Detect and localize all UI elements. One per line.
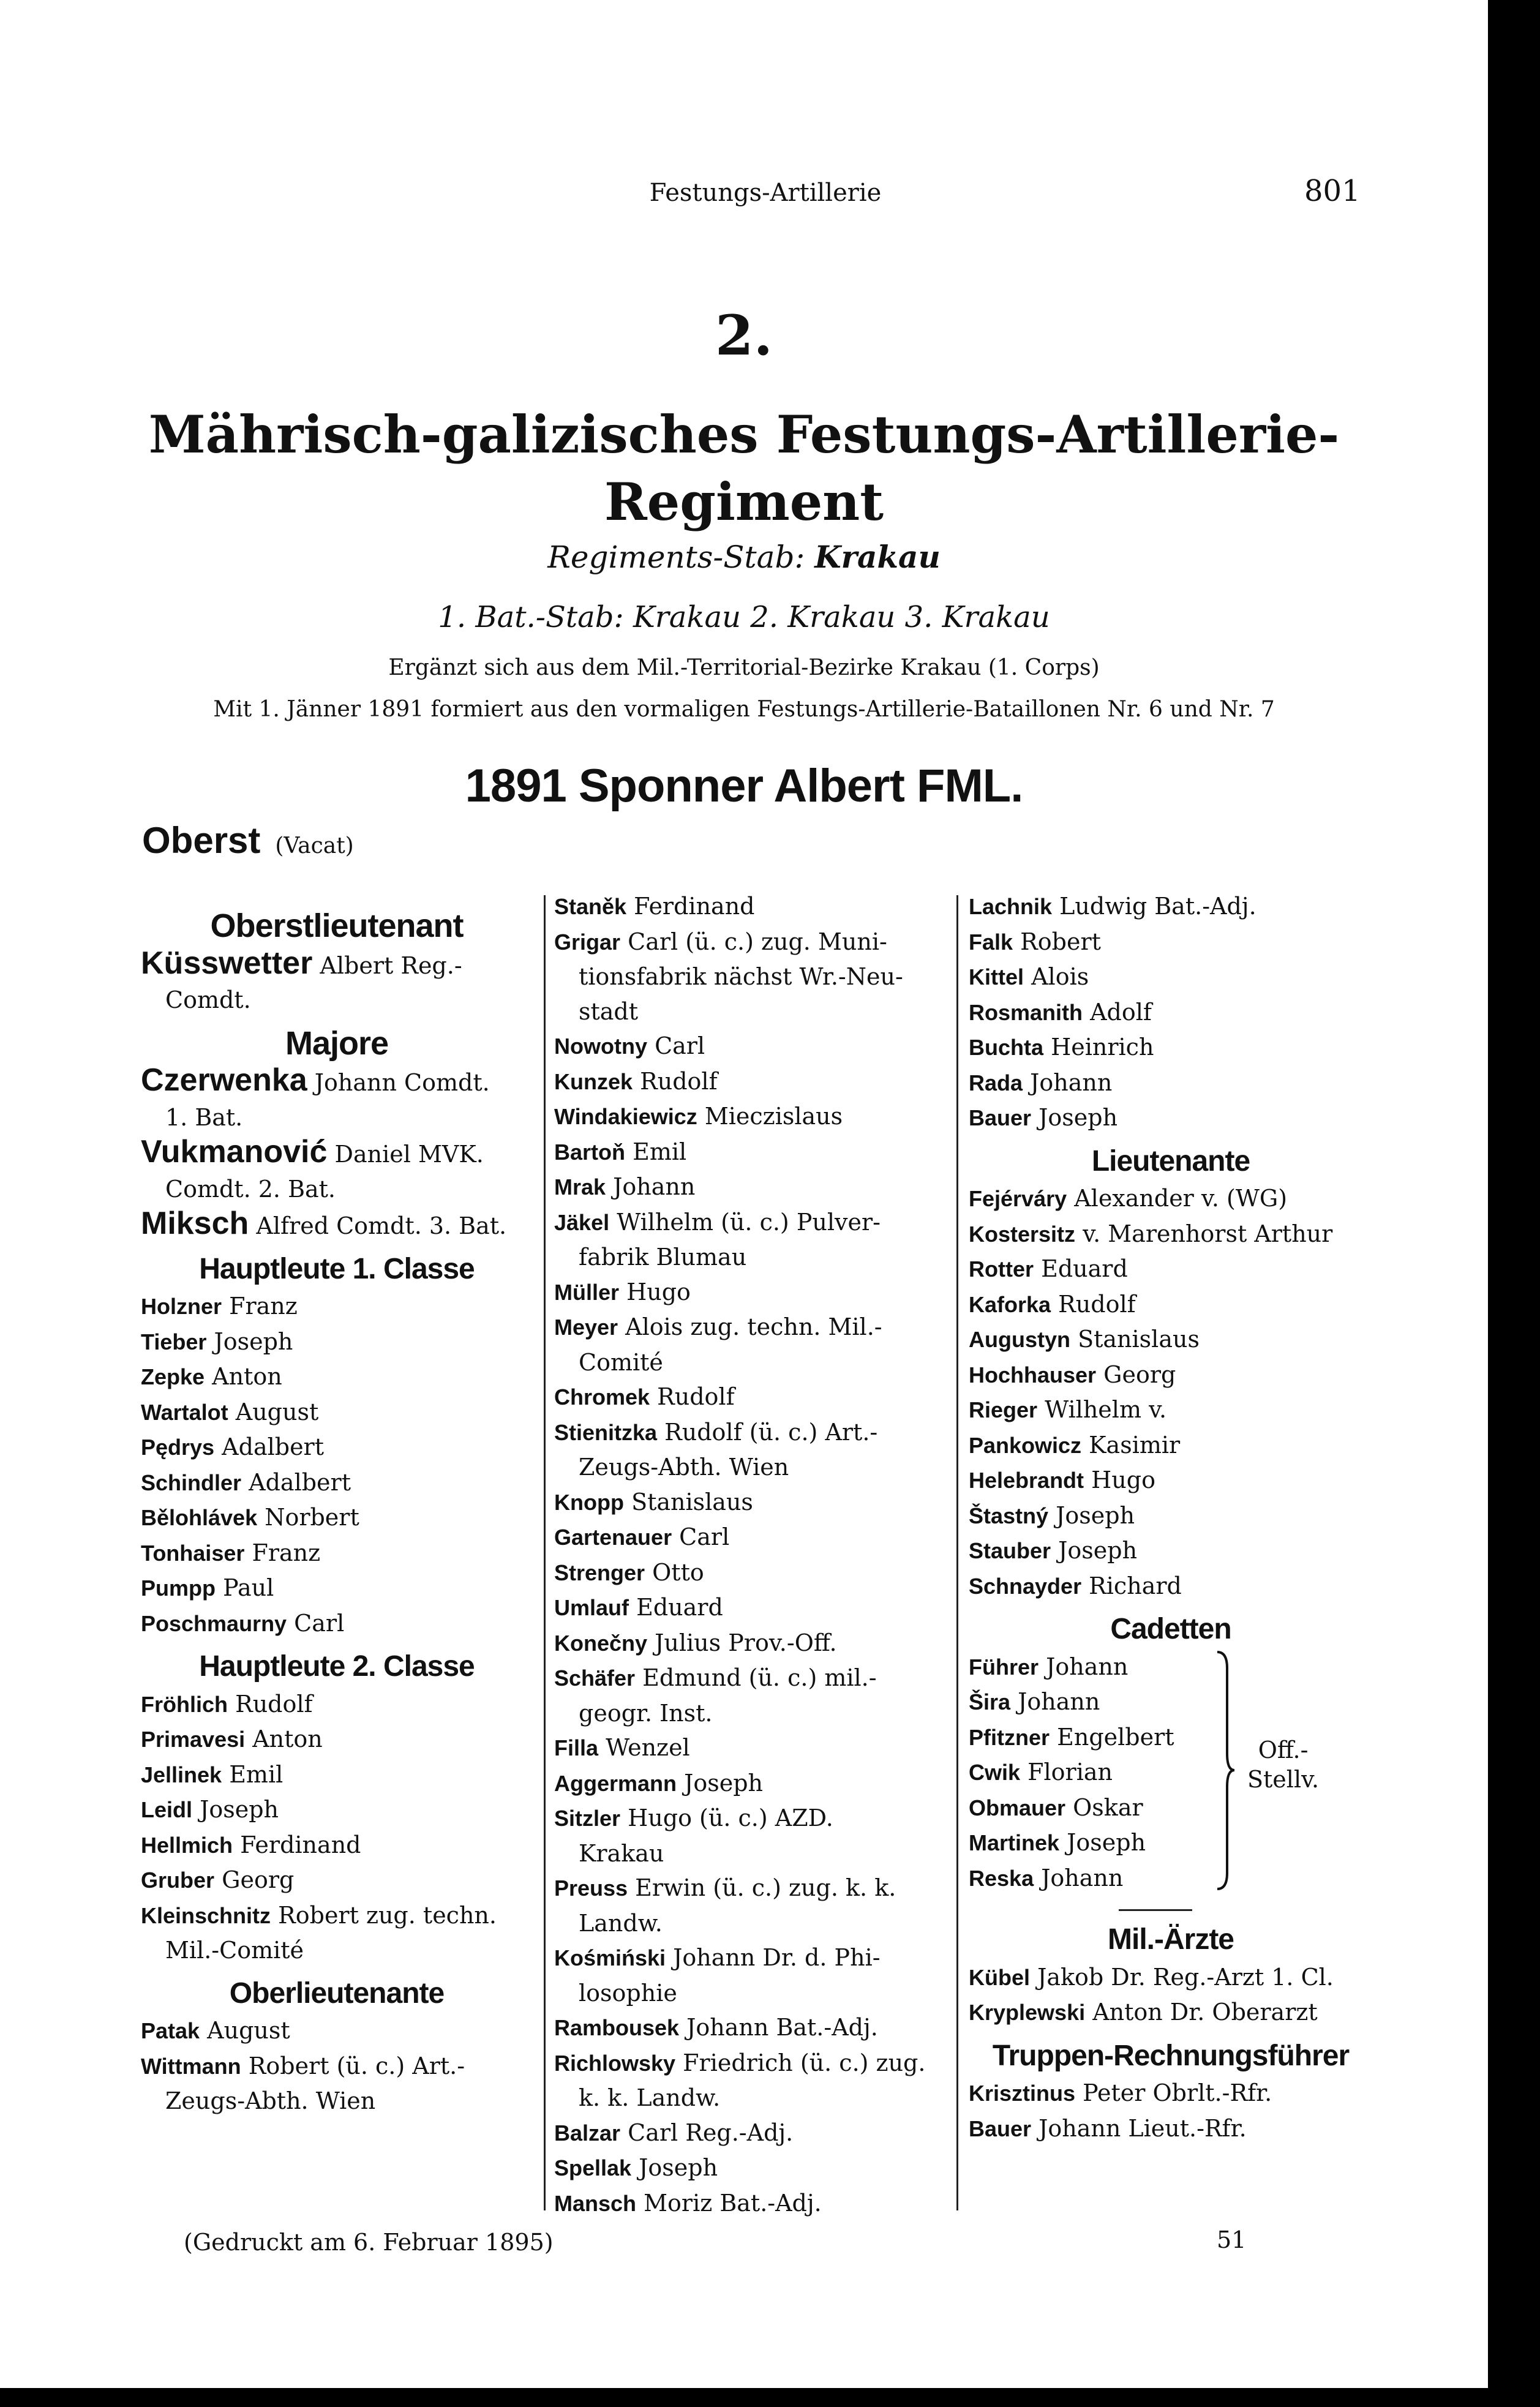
- entry-rechnungsfuehrer: Bauer Johann Lieut.-Rfr.: [969, 2114, 1247, 2142]
- separator-area: [969, 1896, 1373, 1914]
- oberst-label: Oberst: [142, 820, 261, 861]
- entry-hauptmann-1: Pumpp Paul: [141, 1574, 274, 1601]
- entry-lieutenant: Augustyn Stanislaus: [969, 1326, 1200, 1353]
- entry-oberlieutenant: Kunzek Rudolf: [554, 1067, 718, 1095]
- formation-note: Mit 1. Jänner 1891 formiert aus den vormaligen Festungs-Artillerie-Bataillonen Nr. 6 und Nr. 7: [213, 697, 1275, 722]
- entry-oberlieutenant: Wittmann Robert (ü. c.) Art.- Zeugs-Abth. Wien: [141, 2052, 465, 2114]
- entry-hauptmann-1: Pędrys Adalbert: [141, 1433, 324, 1460]
- entry-oberlieutenant: Mansch Moriz Bat.-Adj.: [554, 2189, 822, 2217]
- running-title: Festungs-Artillerie: [649, 179, 882, 207]
- entry-hauptmann-2: Jellinek Emil: [141, 1760, 284, 1788]
- entry-arzt: Kryplewski Anton Dr. Oberarzt: [969, 1999, 1318, 2026]
- entry-lieutenant: Hochhauser Georg: [969, 1361, 1176, 1388]
- entry-hauptmann-1: Zepke Anton: [141, 1363, 282, 1390]
- entry-cadet: Führer Johann: [969, 1653, 1129, 1680]
- column-3: [969, 889, 1373, 2146]
- entry-oberlieutenant: Preuss Erwin (ü. c.) zug. k. k. Landw.: [554, 1874, 896, 1937]
- regiment-title-line2: Regiment: [604, 471, 884, 532]
- print-date: (Gedruckt am 6. Februar 1895): [184, 2229, 554, 2256]
- cadetten-group: [969, 1650, 1373, 1896]
- entry-oberlieutenant: Windakiewicz Mieczislaus: [554, 1103, 843, 1130]
- entry-arzt: Kübel Jakob Dr. Reg.-Arzt 1. Cl.: [969, 1963, 1334, 1991]
- heading-majore: Majore: [285, 1024, 389, 1062]
- regiment-staff: [0, 539, 1488, 575]
- column-divider-1: [544, 895, 546, 2210]
- sheet-number: 51: [1217, 2226, 1247, 2253]
- entry-oberlieutenant: Konečny Julius Prov.-Off.: [554, 1629, 837, 1656]
- column-divider-2: [956, 895, 958, 2210]
- entry-oberlieutenant: Bartoň Emil: [554, 1138, 687, 1165]
- regiment-number: 2.: [715, 303, 773, 368]
- entry-oberlieutenant: Jäkel Wilhelm (ü. c.) Pulver- fabrik Blumau: [554, 1208, 881, 1271]
- entry-oberlieutenant: Staněk Ferdinand: [554, 893, 755, 920]
- oberst-line: [142, 819, 354, 862]
- entry-lieutenant: Rieger Wilhelm v.: [969, 1396, 1167, 1423]
- entry-oberlieutenant: Stienitzka Rudolf (ü. c.) Art.- Zeugs-Abth. Wien: [554, 1418, 878, 1481]
- entry-major: Miksch Alfred Comdt. 3. Bat.: [141, 1206, 507, 1241]
- entry-oberlieutenant: Rada Johann: [969, 1068, 1113, 1096]
- entry-oberlieutenant: Strenger Otto: [554, 1558, 704, 1586]
- entry-oberlieutenant: Sitzler Hugo (ü. c.) AZD. Krakau: [554, 1804, 833, 1867]
- entry-hauptmann-2: Fröhlich Rudolf: [141, 1690, 313, 1718]
- regiment-proprietor: 1891 Sponner Albert FML.: [465, 760, 1023, 812]
- heading-hauptleute-2: Hauptleute 2. Classe: [199, 1650, 475, 1683]
- entry-oberlieutenant: Chromek Rudolf: [554, 1383, 735, 1410]
- entry-cadet: Pfitzner Engelbert: [969, 1723, 1174, 1751]
- entry-lieutenant: Helebrandt Hugo: [969, 1466, 1155, 1493]
- entry-oberlieutenant: Müller Hugo: [554, 1278, 691, 1305]
- heading-aerzte: Mil.-Ärzte: [1108, 1923, 1234, 1956]
- entry-lieutenant: Schnayder Richard: [969, 1572, 1182, 1599]
- cadet-note: [1247, 1735, 1319, 1794]
- entry-lieutenant: Rotter Eduard: [969, 1255, 1128, 1282]
- heading-oberstlieutenant: Oberstlieutenant: [210, 907, 464, 944]
- entry-major: Vukmanović Daniel MVK. Comdt. 2. Bat.: [141, 1134, 484, 1203]
- entry-oberlieutenant: Rosmanith Adolf: [969, 998, 1152, 1026]
- entry-oberlieutenant: Schäfer Edmund (ü. c.) mil.- geogr. Inst.: [554, 1664, 877, 1727]
- entry-hauptmann-2: Hellmich Ferdinand: [141, 1831, 361, 1858]
- entry-hauptmann-1: Poschmaurny Carl: [141, 1609, 345, 1637]
- entry-oberlieutenant: Falk Robert: [969, 928, 1101, 955]
- entry-oberlieutenant: Aggermann Joseph: [554, 1769, 764, 1797]
- entry-lieutenant: Kostersitz v. Marenhorst Arthur: [969, 1220, 1333, 1247]
- entry-cadet: Obmauer Oskar: [969, 1793, 1143, 1821]
- entry-oberlieutenant: Kośmiński Johann Dr. d. Phi- losophie: [554, 1944, 881, 2007]
- entry-oberlieutenant: Meyer Alois zug. techn. Mil.- Comité: [554, 1313, 882, 1376]
- entry-hauptmann-1: Bělohlávek Norbert: [141, 1504, 359, 1531]
- entry-oberlieutenant: Bauer Joseph: [969, 1104, 1118, 1131]
- entry-oberlieutenant: Grigar Carl (ü. c.) zug. Muni- tionsfabrik nächst Wr.-Neu- stadt: [554, 928, 903, 1025]
- oberst-value: (Vacat): [275, 833, 354, 858]
- entry-hauptmann-1: Wartalot August: [141, 1398, 319, 1425]
- separator-rule: [1119, 1909, 1192, 1911]
- entry-oberstlieutenant: Küsswetter Albert Reg.- Comdt.: [141, 945, 462, 1013]
- entry-hauptmann-1: Tieber Joseph: [141, 1327, 293, 1355]
- cadet-note-line1: Off.-: [1258, 1736, 1309, 1763]
- heading-rechnungsfuehrer: Truppen-Rechnungsführer: [992, 2039, 1350, 2072]
- entry-hauptmann-2: Gruber Georg: [141, 1866, 295, 1893]
- entry-hauptmann-2: Leidl Joseph: [141, 1796, 279, 1823]
- cadet-note-line2: Stellv.: [1247, 1765, 1320, 1793]
- battalion-staffs: 1. Bat.-Stab: Krakau 2. Krakau 3. Krakau: [438, 600, 1050, 634]
- staff-place: Krakau: [814, 539, 941, 575]
- heading-oberlieutenante: Oberlieutenante: [229, 1977, 445, 2010]
- entry-oberlieutenant: Lachnik Ludwig Bat.-Adj.: [969, 893, 1256, 920]
- entry-hauptmann-2: Kleinschnitz Robert zug. techn. Mil.-Comité: [141, 1901, 497, 1964]
- staff-label: Regiments-Stab:: [547, 539, 805, 575]
- entry-oberlieutenant: Spellak Joseph: [554, 2154, 718, 2181]
- entry-oberlieutenant: Kittel Alois: [969, 963, 1089, 990]
- entry-oberlieutenant: Knopp Stanislaus: [554, 1488, 753, 1515]
- regiment-title: [0, 401, 1488, 536]
- column-2: [554, 889, 946, 2221]
- page-number: 801: [1304, 174, 1361, 208]
- entry-lieutenant: Stauber Joseph: [969, 1537, 1138, 1564]
- entry-oberlieutenant: Filla Wenzel: [554, 1734, 690, 1761]
- entry-cadet: Cwik Florian: [969, 1759, 1113, 1786]
- column-1: [141, 900, 533, 2119]
- entry-major: Czerwenka Johann Comdt. 1. Bat.: [141, 1062, 490, 1131]
- entry-lieutenant: Kaforka Rudolf: [969, 1290, 1136, 1318]
- regiment-title-line1: Mährisch-galizisches Festungs-Artillerie-: [148, 404, 1340, 465]
- brace-icon: [1214, 1650, 1238, 1891]
- entry-oberlieutenant: Buchta Heinrich: [969, 1034, 1154, 1061]
- entry-cadet: Reska Johann: [969, 1864, 1124, 1891]
- entry-oberlieutenant: Umlauf Eduard: [554, 1594, 723, 1621]
- entry-cadet: Martinek Joseph: [969, 1829, 1146, 1856]
- entry-cadet: Šira Johann: [969, 1688, 1100, 1715]
- entry-oberlieutenant: Balzar Carl Reg.-Adj.: [554, 2119, 794, 2146]
- heading-lieutenante: Lieutenante: [1091, 1144, 1250, 1177]
- recruitment-district: Ergänzt sich aus dem Mil.-Territorial-Bezirke Krakau (1. Corps): [388, 655, 1100, 680]
- entry-hauptmann-1: Tonhaiser Franz: [141, 1539, 321, 1566]
- heading-hauptleute-1: Hauptleute 1. Classe: [199, 1252, 475, 1285]
- entry-hauptmann-1: Schindler Adalbert: [141, 1468, 351, 1496]
- entry-lieutenant: Fejérváry Alexander v. (WG): [969, 1185, 1288, 1212]
- entry-oberlieutenant: Rambousek Johann Bat.-Adj.: [554, 2014, 878, 2041]
- entry-hauptmann-1: Holzner Franz: [141, 1293, 298, 1320]
- entry-lieutenant: Štastný Joseph: [969, 1501, 1135, 1529]
- entry-oberlieutenant: Gartenauer Carl: [554, 1523, 730, 1550]
- entry-lieutenant: Pankowicz Kasimir: [969, 1431, 1181, 1459]
- entry-rechnungsfuehrer: Krisztinus Peter Obrlt.-Rfr.: [969, 2079, 1272, 2106]
- entry-oberlieutenant: Richlowsky Friedrich (ü. c.) zug. k. k. Landw.: [554, 2049, 926, 2111]
- entry-oberlieutenant: Mrak Johann: [554, 1173, 696, 1200]
- entry-oberlieutenant: Patak August: [141, 2017, 290, 2044]
- heading-cadetten: Cadetten: [1110, 1613, 1231, 1645]
- entry-hauptmann-2: Primavesi Anton: [141, 1725, 323, 1752]
- entry-oberlieutenant: Nowotny Carl: [554, 1032, 705, 1059]
